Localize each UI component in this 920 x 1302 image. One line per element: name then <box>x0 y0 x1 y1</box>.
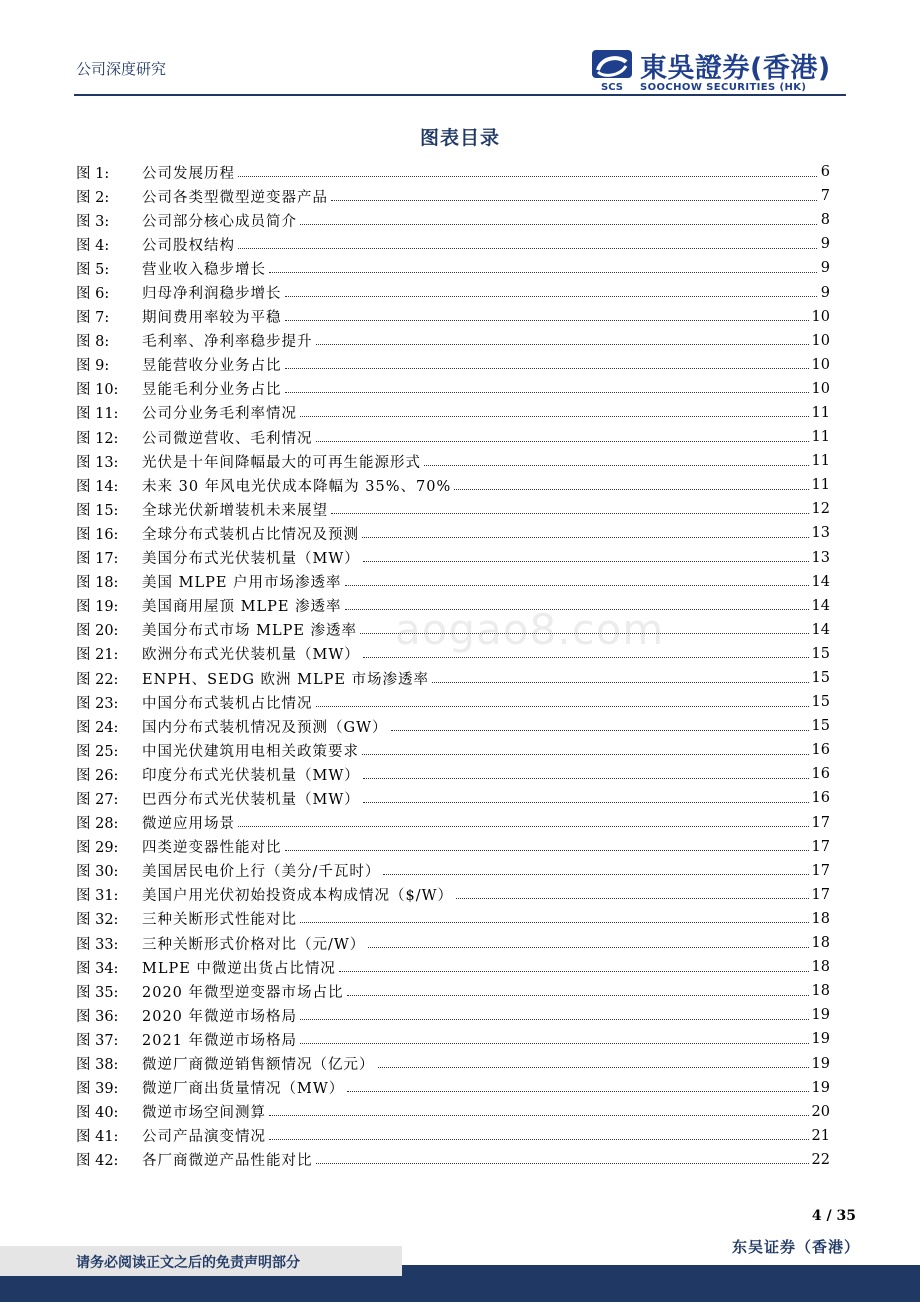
toc-leader-dots <box>362 537 809 538</box>
toc-entry-number: 图 24: <box>76 719 119 736</box>
toc-entry-page: 15 <box>811 694 830 711</box>
toc-entry[interactable] <box>76 208 830 232</box>
toc-entry-title: 微逆厂商出货量情况（MW） <box>142 1081 345 1098</box>
toc-leader-dots <box>316 706 809 707</box>
toc-entry-title: 三种关断形式价格对比（元/W） <box>142 936 366 953</box>
toc-entry-page: 14 <box>811 573 830 590</box>
toc-entry-title: ENPH、SEDG 欧洲 MLPE 市场渗透率 <box>142 671 430 688</box>
toc-entry-title: 营业收入稳步增长 <box>142 261 266 278</box>
toc-entry-number: 图 15: <box>76 502 119 519</box>
toc-entry[interactable] <box>76 835 830 859</box>
page-number: 4 / 35 <box>811 1208 856 1224</box>
toc-entry[interactable] <box>76 280 830 304</box>
toc-entry-number: 图 34: <box>76 960 119 977</box>
toc-leader-dots <box>347 995 809 996</box>
toc-entry[interactable] <box>76 907 830 931</box>
toc-leader-dots <box>454 489 808 490</box>
toc-entry-title: 光伏是十年间降幅最大的可再生能源形式 <box>142 454 421 471</box>
toc-entry-number: 图 25: <box>76 743 119 760</box>
toc-entry-title: 公司各类型微型逆变器产品 <box>142 189 328 206</box>
toc-entry-number: 图 1: <box>76 165 110 182</box>
toc-entry[interactable] <box>76 497 830 521</box>
toc-leader-dots <box>285 320 809 321</box>
toc-entry-page: 14 <box>811 597 830 614</box>
toc-entry-page: 21 <box>811 1127 830 1144</box>
toc-entry-number: 图 12: <box>76 430 119 447</box>
toc-entry-title: 巴西分布式光伏装机量（MW） <box>142 791 360 808</box>
toc-entry-number: 图 21: <box>76 647 119 664</box>
toc-entry-title: 公司部分核心成员简介 <box>142 213 297 230</box>
toc-entry-page: 18 <box>811 983 830 1000</box>
toc-leader-dots <box>300 1043 809 1044</box>
toc-entry-number: 图 13: <box>76 454 119 471</box>
toc-entry-page: 11 <box>811 404 830 421</box>
toc-entry[interactable] <box>76 1100 830 1124</box>
toc-leader-dots <box>362 754 809 755</box>
toc-entry[interactable] <box>76 1003 830 1027</box>
toc-entry-title: 三种关断形式性能对比 <box>142 912 297 929</box>
toc-entry-title: 美国分布式光伏装机量（MW） <box>142 551 360 568</box>
toc-entry-page: 22 <box>811 1151 830 1168</box>
toc-entry-number: 图 40: <box>76 1105 119 1122</box>
toc-leader-dots <box>300 922 809 923</box>
toc-leader-dots <box>363 561 809 562</box>
toc-entry-number: 图 37: <box>76 1032 119 1049</box>
toc-leader-dots <box>316 1163 809 1164</box>
toc-entry[interactable] <box>76 329 830 353</box>
toc-entry-title: 全球分布式装机占比情况及预测 <box>142 526 359 543</box>
watermark: aogao8.com <box>395 605 665 654</box>
toc-entry-number: 图 8: <box>76 334 110 351</box>
toc-entry-title: 美国分布式市场 MLPE 渗透率 <box>142 623 358 640</box>
toc-entry-title: 归母净利润稳步增长 <box>142 286 282 303</box>
toc-entry-page: 9 <box>820 260 830 277</box>
toc-leader-dots <box>363 778 809 779</box>
toc-leader-dots <box>300 224 817 225</box>
toc-entry[interactable] <box>76 979 830 1003</box>
logo-chinese-name: 東吳證券(香港) <box>640 53 831 84</box>
toc-entry[interactable] <box>76 1148 830 1172</box>
toc-entry-page: 17 <box>811 886 830 903</box>
toc-entry-number: 图 41: <box>76 1129 119 1146</box>
toc-entry-page: 9 <box>820 236 830 253</box>
toc-entry-title: 欧洲分布式光伏装机量（MW） <box>142 647 360 664</box>
toc-leader-dots <box>363 802 809 803</box>
toc-entry[interactable] <box>76 786 830 810</box>
toc-entry-number: 图 31: <box>76 888 119 905</box>
toc-entry-title: 四类逆变器性能对比 <box>142 840 282 857</box>
toc-entry-title: 公司产品演变情况 <box>142 1129 266 1146</box>
toc-entry-page: 8 <box>820 212 830 229</box>
toc-entry-title: 公司微逆营收、毛利情况 <box>142 430 313 447</box>
toc-entry-number: 图 32: <box>76 912 119 929</box>
toc-leader-dots <box>331 513 809 514</box>
toc-entry-title: 公司股权结构 <box>142 237 235 254</box>
toc-entry-title: 美国户用光伏初始投资成本构成情况（$/W） <box>142 888 454 905</box>
toc-entry-title: 印度分布式光伏装机量（MW） <box>142 767 360 784</box>
toc-entry[interactable] <box>76 762 830 786</box>
toc-leader-dots <box>285 392 809 393</box>
toc-entry-number: 图 14: <box>76 478 119 495</box>
toc-entry-number: 图 9: <box>76 358 110 375</box>
toc-entry[interactable] <box>76 377 830 401</box>
toc-entry-title: 中国分布式装机占比情况 <box>142 695 313 712</box>
toc-entry-page: 16 <box>811 790 830 807</box>
toc-entry[interactable] <box>76 883 830 907</box>
toc-entry[interactable] <box>76 955 830 979</box>
toc-leader-dots <box>339 971 809 972</box>
toc-entry-page: 13 <box>811 549 830 566</box>
toc-entry-page: 17 <box>811 838 830 855</box>
toc-entry-title: MLPE 中微逆出货占比情况 <box>142 960 336 977</box>
toc-entry[interactable] <box>76 1076 830 1100</box>
toc-entry-page: 16 <box>811 742 830 759</box>
toc-entry-title: 公司发展历程 <box>142 165 235 182</box>
table-of-figures <box>76 160 830 1172</box>
logo-mark-text: SCS <box>601 82 623 92</box>
toc-entry-number: 图 3: <box>76 213 110 230</box>
toc-entry-title: 2021 年微逆市场格局 <box>142 1032 298 1049</box>
toc-entry[interactable] <box>76 931 830 955</box>
toc-leader-dots <box>316 441 809 442</box>
toc-entry-page: 10 <box>811 332 830 349</box>
toc-leader-dots <box>238 176 817 177</box>
toc-leader-dots <box>300 1019 809 1020</box>
toc-leader-dots <box>238 248 817 249</box>
toc-entry-number: 图 22: <box>76 671 119 688</box>
toc-leader-dots <box>316 344 809 345</box>
toc-entry-page: 19 <box>811 1007 830 1024</box>
toc-entry-title: 美国商用屋顶 MLPE 渗透率 <box>142 599 342 616</box>
toc-entry-page: 20 <box>811 1103 830 1120</box>
toc-leader-dots <box>363 657 809 658</box>
toc-entry-number: 图 38: <box>76 1057 119 1074</box>
toc-leader-dots <box>269 1115 809 1116</box>
toc-entry-number: 图 6: <box>76 286 110 303</box>
toc-entry-page: 6 <box>820 164 830 181</box>
toc-entry[interactable] <box>76 521 830 545</box>
toc-leader-dots <box>456 898 809 899</box>
toc-entry-title: 中国光伏建筑用电相关政策要求 <box>142 743 359 760</box>
footer-disclaimer: 请务必阅读正文之后的免责声明部分 <box>76 1255 300 1271</box>
toc-entry-page: 18 <box>811 910 830 927</box>
toc-entry-title: 微逆厂商微逆销售额情况（亿元） <box>142 1057 375 1074</box>
toc-leader-dots <box>378 1067 809 1068</box>
toc-leader-dots <box>432 682 809 683</box>
page-title: 图表目录 <box>419 127 500 149</box>
toc-entry-number: 图 2: <box>76 189 110 206</box>
toc-entry-title: 2020 年微型逆变器市场占比 <box>142 984 344 1001</box>
toc-entry-page: 15 <box>811 645 830 662</box>
toc-entry-number: 图 27: <box>76 791 119 808</box>
toc-entry[interactable] <box>76 1027 830 1051</box>
toc-entry-page: 17 <box>811 862 830 879</box>
toc-leader-dots <box>383 874 808 875</box>
toc-entry-number: 图 23: <box>76 695 119 712</box>
toc-entry-number: 图 30: <box>76 864 119 881</box>
toc-entry-page: 17 <box>811 814 830 831</box>
toc-entry-number: 图 17: <box>76 551 119 568</box>
toc-entry-page: 19 <box>811 1055 830 1072</box>
toc-leader-dots <box>345 585 809 586</box>
toc-entry-number: 图 28: <box>76 816 119 833</box>
toc-entry[interactable] <box>76 570 830 594</box>
toc-entry-title: 美国居民电价上行（美分/千瓦时） <box>142 864 381 881</box>
toc-entry-page: 9 <box>820 284 830 301</box>
header-divider <box>74 94 846 96</box>
toc-entry-page: 16 <box>811 766 830 783</box>
toc-entry-number: 图 20: <box>76 623 119 640</box>
toc-entry-title: 2020 年微逆市场格局 <box>142 1008 298 1025</box>
toc-entry[interactable] <box>76 546 830 570</box>
toc-entry[interactable] <box>76 811 830 835</box>
toc-entry-title: 国内分布式装机情况及预测（GW） <box>142 719 388 736</box>
toc-entry-title: 全球光伏新增装机未来展望 <box>142 502 328 519</box>
toc-entry-page: 19 <box>811 1079 830 1096</box>
toc-entry-page: 19 <box>811 1031 830 1048</box>
toc-entry-number: 图 29: <box>76 840 119 857</box>
toc-entry-number: 图 18: <box>76 575 119 592</box>
toc-entry-page: 14 <box>811 621 830 638</box>
toc-entry-page: 18 <box>811 959 830 976</box>
toc-leader-dots <box>331 200 817 201</box>
toc-entry-number: 图 39: <box>76 1081 119 1098</box>
toc-entry[interactable] <box>76 1051 830 1075</box>
toc-entry-page: 11 <box>811 453 830 470</box>
toc-entry-number: 图 10: <box>76 382 119 399</box>
toc-entry[interactable] <box>76 666 830 690</box>
toc-entry-page: 15 <box>811 670 830 687</box>
toc-leader-dots <box>347 1091 808 1092</box>
toc-entry[interactable] <box>76 401 830 425</box>
toc-entry-title: 微逆市场空间测算 <box>142 1105 266 1122</box>
toc-entry-title: 昱能毛利分业务占比 <box>142 382 282 399</box>
toc-entry-number: 图 26: <box>76 767 119 784</box>
toc-entry-page: 11 <box>811 477 830 494</box>
footer-company-name: 东吴证券（香港） <box>731 1238 860 1256</box>
logo-english-name: SOOCHOW SECURITIES (HK) <box>640 82 807 93</box>
toc-entry-number: 图 42: <box>76 1153 119 1170</box>
toc-entry[interactable] <box>76 738 830 762</box>
toc-leader-dots <box>300 416 809 417</box>
company-logo <box>590 46 846 96</box>
toc-entry-page: 12 <box>811 501 830 518</box>
toc-entry[interactable] <box>76 714 830 738</box>
toc-leader-dots <box>391 730 809 731</box>
toc-entry-number: 图 33: <box>76 936 119 953</box>
toc-entry-title: 公司分业务毛利率情况 <box>142 406 297 423</box>
toc-entry[interactable] <box>76 232 830 256</box>
toc-entry-title: 各厂商微逆产品性能对比 <box>142 1153 313 1170</box>
toc-entry-title: 美国 MLPE 户用市场渗透率 <box>142 575 342 592</box>
toc-leader-dots <box>285 296 818 297</box>
toc-entry-page: 11 <box>811 429 830 446</box>
toc-entry[interactable] <box>76 1124 830 1148</box>
toc-entry-page: 13 <box>811 525 830 542</box>
toc-entry-number: 图 36: <box>76 1008 119 1025</box>
toc-entry-title: 毛利率、净利率稳步提升 <box>142 334 313 351</box>
toc-entry[interactable] <box>76 690 830 714</box>
toc-entry-page: 15 <box>811 718 830 735</box>
toc-entry-page: 7 <box>820 188 830 205</box>
toc-leader-dots <box>269 272 817 273</box>
toc-leader-dots <box>285 368 809 369</box>
toc-entry-number: 图 19: <box>76 599 119 616</box>
toc-entry-title: 昱能营收分业务占比 <box>142 358 282 375</box>
toc-entry-page: 18 <box>811 935 830 952</box>
toc-entry-number: 图 5: <box>76 261 110 278</box>
toc-entry-number: 图 4: <box>76 237 110 254</box>
toc-entry[interactable] <box>76 305 830 329</box>
toc-entry[interactable] <box>76 353 830 377</box>
toc-entry-page: 10 <box>811 308 830 325</box>
toc-leader-dots <box>238 826 809 827</box>
toc-entry-title: 期间费用率较为平稳 <box>142 310 282 327</box>
toc-entry[interactable] <box>76 449 830 473</box>
report-type-label: 公司深度研究 <box>76 60 167 78</box>
toc-leader-dots <box>285 850 809 851</box>
toc-entry[interactable] <box>76 256 830 280</box>
toc-entry-number: 图 35: <box>76 984 119 1001</box>
toc-entry[interactable] <box>76 473 830 497</box>
toc-leader-dots <box>269 1139 809 1140</box>
toc-entry-title: 未来 30 年风电光伏成本降幅为 35%、70% <box>142 478 452 495</box>
toc-entry-number: 图 7: <box>76 310 110 327</box>
toc-leader-dots <box>368 947 808 948</box>
toc-entry-title: 微逆应用场景 <box>142 816 235 833</box>
scs-logo-icon <box>590 48 634 92</box>
toc-entry-page: 10 <box>811 380 830 397</box>
toc-entry-number: 图 11: <box>76 406 119 423</box>
toc-leader-dots <box>424 465 809 466</box>
toc-entry[interactable] <box>76 160 830 184</box>
toc-entry[interactable] <box>76 859 830 883</box>
toc-entry-page: 10 <box>811 356 830 373</box>
toc-entry-number: 图 16: <box>76 526 119 543</box>
toc-entry[interactable] <box>76 184 830 208</box>
toc-entry[interactable] <box>76 425 830 449</box>
